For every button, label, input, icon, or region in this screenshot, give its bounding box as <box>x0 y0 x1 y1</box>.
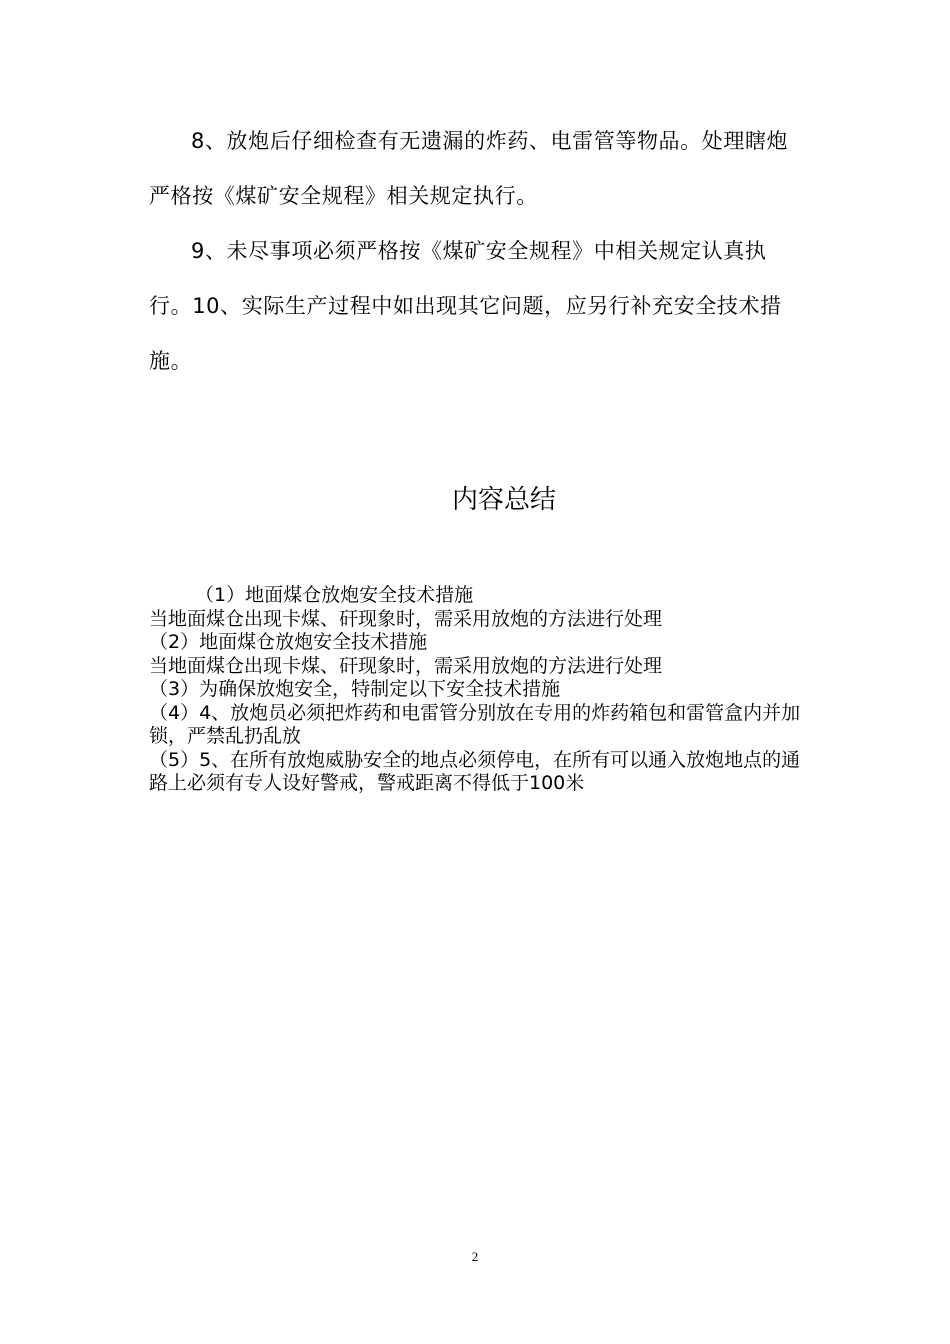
body-text <box>149 114 809 389</box>
summary-item: （4）4、放炮员必须把炸药和电雷管分别放在专用的炸药箱包和雷管盒内并加锁，严禁乱扔乱放 <box>149 701 801 747</box>
paragraph-9-10: 9、未尽事项必须严格按《煤矿安全规程》中相关规定认真执行。10、实际生产过程中如出现其它问题，应另行补充安全技术措施。 <box>149 239 782 373</box>
summary-list <box>149 584 809 796</box>
summary-item: （2）地面煤仓放炮安全技术措施 <box>149 631 428 653</box>
summary-item: （5）5、在所有放炮威胁安全的地点必须停电，在所有可以通入放炮地点的通路上必须有专人设好警戒，警戒距离不得低于100米 <box>149 748 801 794</box>
summary-item: （3）为确保放炮安全，特制定以下安全技术措施 <box>149 678 561 700</box>
summary-item: 当地面煤仓出现卡煤、矸现象时，需采用放炮的方法进行处理 <box>149 607 663 630</box>
summary-item: （1）地面煤仓放炮安全技术措施 <box>195 584 474 606</box>
summary-title: 内容总结 <box>451 485 556 515</box>
page-number: 2 <box>471 1249 479 1264</box>
paragraph-8: 8、放炮后仔细检查有无遗漏的炸药、电雷管等物品。处理瞎炮严格按《煤矿安全规程》相关规定执行。 <box>149 129 789 208</box>
summary-item: 当地面煤仓出现卡煤、矸现象时，需采用放炮的方法进行处理 <box>149 654 663 677</box>
